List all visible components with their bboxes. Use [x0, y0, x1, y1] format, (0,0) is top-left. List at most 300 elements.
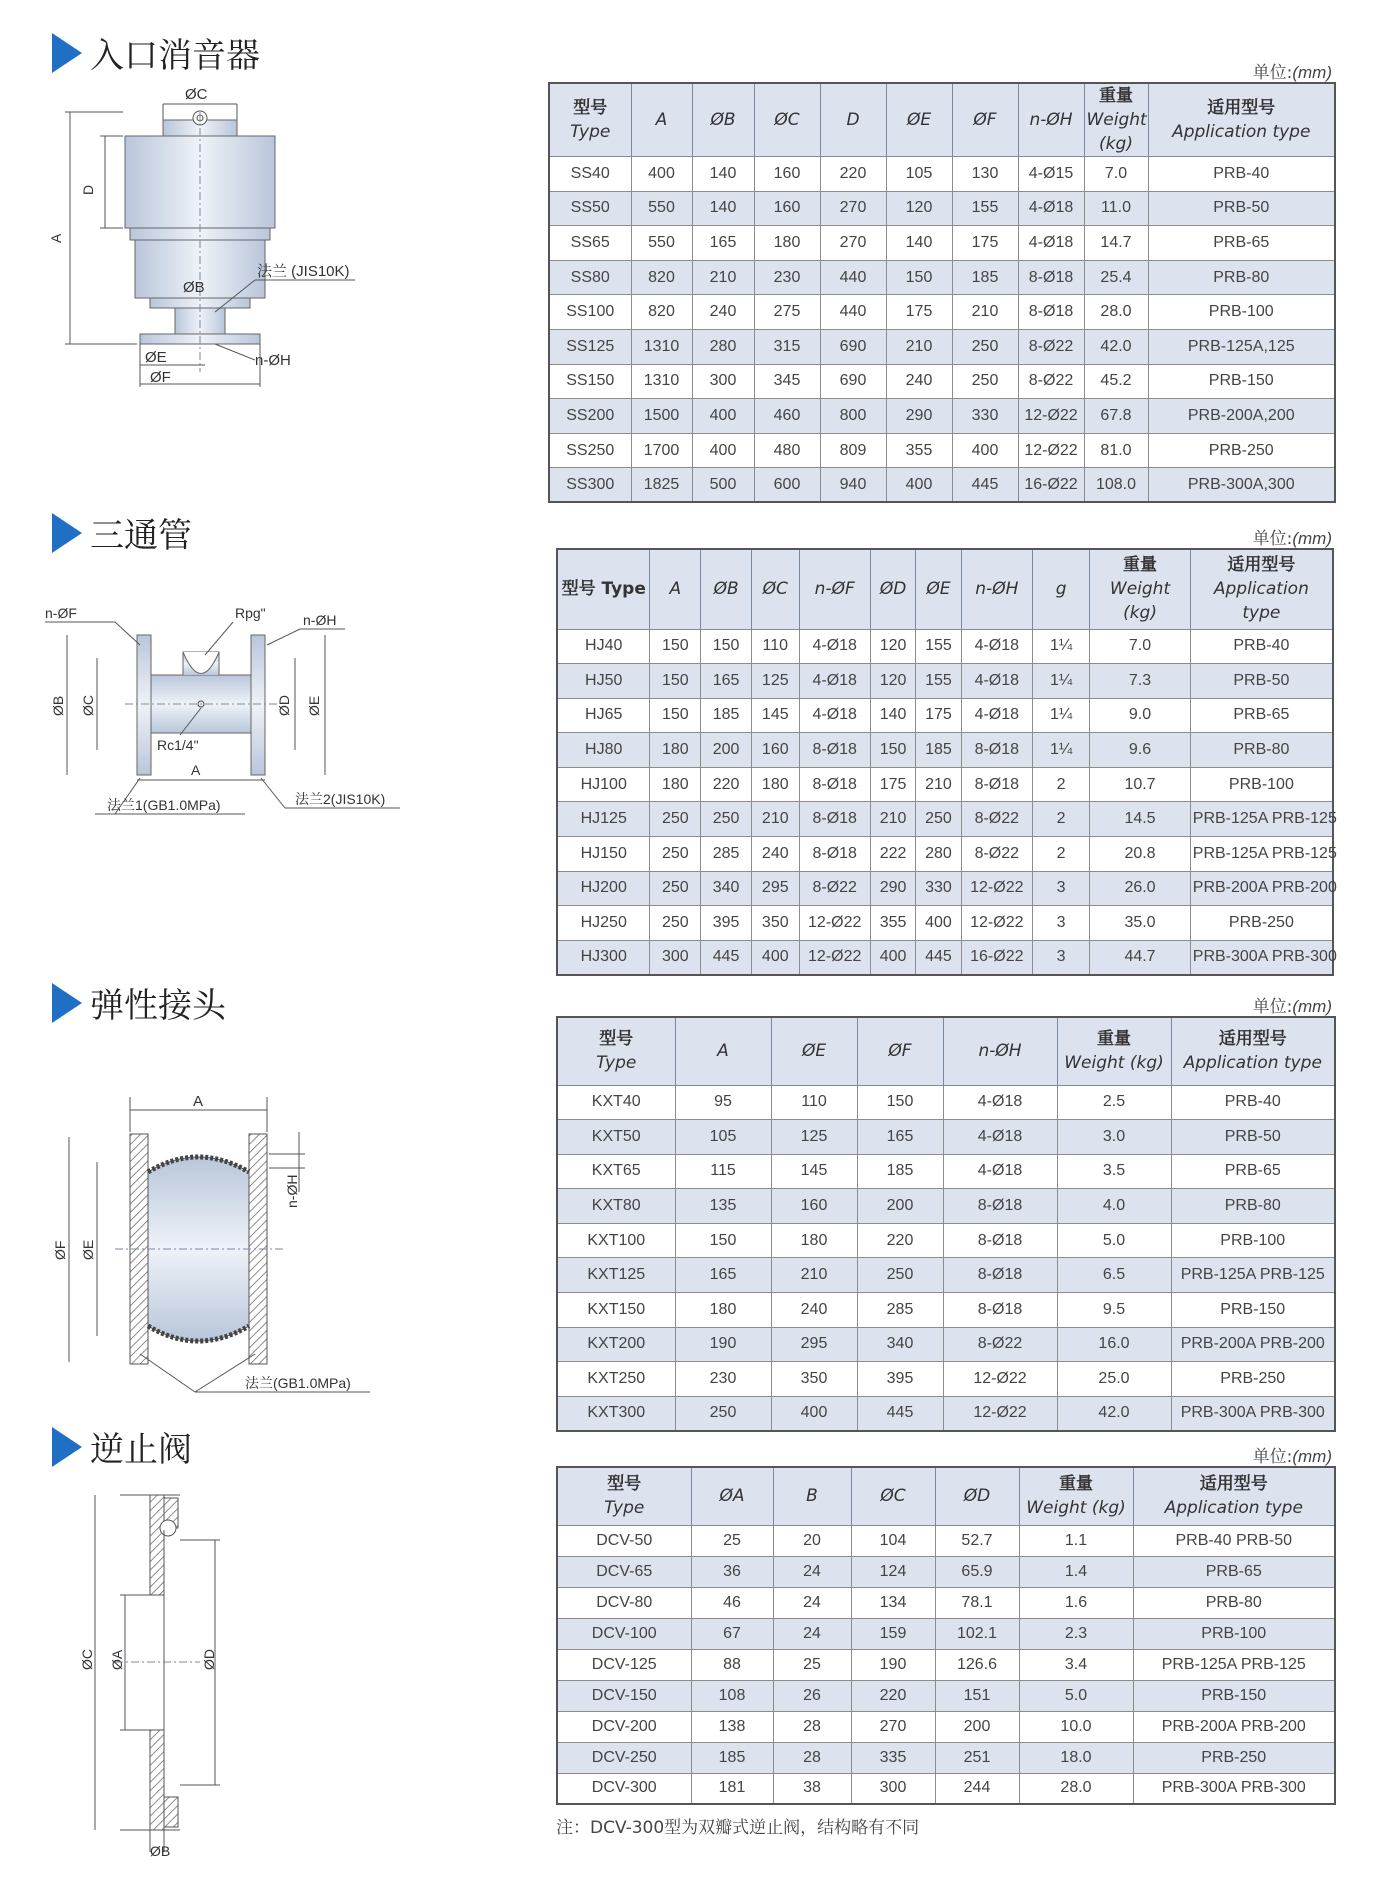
model-cell: SS250 — [549, 433, 631, 468]
table-cell: PRB-150 — [1133, 1680, 1335, 1711]
table-cell: 140 — [886, 226, 952, 261]
table-cell: 8-Ø22 — [961, 837, 1032, 872]
header-line: (kg) — [1099, 134, 1133, 154]
model-cell: DCV-250 — [557, 1742, 691, 1773]
table-row — [557, 1085, 1335, 1120]
header-line: 重量 — [1099, 86, 1133, 106]
header-line: B — [806, 1486, 818, 1507]
table-cell: 88 — [691, 1649, 773, 1680]
table-cell: PRB-80 — [1133, 1587, 1335, 1618]
table-cell: 440 — [820, 295, 886, 330]
table-cell: 12-Ø22 — [961, 871, 1032, 906]
header-line: ØC — [880, 1486, 906, 1507]
header-line: n-ØF — [814, 579, 855, 600]
header-line: n-ØH — [978, 1041, 1022, 1062]
table-cell: 12-Ø22 — [799, 940, 870, 975]
table-cell: 165 — [701, 664, 752, 699]
table-row — [557, 837, 1333, 872]
section-title-text: 三通管 — [90, 516, 192, 556]
table-cell: 134 — [851, 1587, 935, 1618]
column-header — [935, 1467, 1019, 1525]
table-cell: 480 — [754, 433, 820, 468]
table-cell: PRB-50 — [1171, 1120, 1335, 1155]
table-cell: 290 — [886, 399, 952, 434]
table-cell: 400 — [916, 906, 961, 941]
table-cell: 185 — [701, 698, 752, 733]
table-row — [549, 399, 1335, 434]
table-cell: 1.4 — [1019, 1556, 1133, 1587]
table-cell: PRB-125A PRB-125 — [1190, 802, 1333, 837]
table-cell: 2 — [1032, 767, 1089, 802]
table-cell: 220 — [851, 1680, 935, 1711]
dim-c-label: ØC — [80, 695, 96, 716]
dim-e-label: ØE — [306, 695, 322, 716]
table-cell: 8-Ø22 — [1018, 364, 1084, 399]
header-line: ØB — [710, 110, 736, 130]
table-cell: 3 — [1032, 871, 1089, 906]
table-cell: 315 — [754, 329, 820, 364]
column-header — [557, 549, 650, 629]
table-cell: 1¼ — [1032, 664, 1089, 699]
table-cell: 140 — [870, 698, 915, 733]
table-cell: 4-Ø18 — [943, 1154, 1057, 1189]
table-cell: 38 — [773, 1773, 851, 1804]
header-line: 型号 — [607, 1474, 642, 1495]
table-cell: 150 — [650, 664, 701, 699]
column-header — [1190, 549, 1333, 629]
table-cell: 124 — [851, 1556, 935, 1587]
column-header — [771, 1017, 857, 1085]
column-header — [1019, 1467, 1133, 1525]
table-cell: 138 — [691, 1711, 773, 1742]
table-cell: 28.0 — [1019, 1773, 1133, 1804]
table-cell: 8-Ø18 — [943, 1189, 1057, 1224]
dim-d-label: D — [80, 184, 96, 195]
header-line: D — [846, 110, 860, 130]
table-cell: PRB-125A PRB-125 — [1171, 1258, 1335, 1293]
header-line: 重量 — [1097, 1029, 1131, 1050]
table-cell: 8-Ø18 — [943, 1293, 1057, 1328]
header-line: n-ØH — [1029, 110, 1073, 130]
table-cell: PRB-150 — [1171, 1293, 1335, 1328]
table-cell: 180 — [650, 733, 701, 768]
dim-a-label: ØA — [109, 1649, 125, 1670]
table-cell: PRB-100 — [1133, 1618, 1335, 1649]
model-cell: DCV-65 — [557, 1556, 691, 1587]
table-cell: 24 — [773, 1618, 851, 1649]
table-cell: 78.1 — [935, 1587, 1019, 1618]
column-header — [961, 549, 1032, 629]
table-cell: 210 — [752, 802, 800, 837]
table-cell: 24 — [773, 1587, 851, 1618]
header-line: Type — [604, 1498, 645, 1519]
table-cell: 2 — [1032, 802, 1089, 837]
table-cell: 108.0 — [1084, 468, 1148, 503]
table-cell: 240 — [886, 364, 952, 399]
table-row — [557, 1223, 1335, 1258]
column-header — [773, 1467, 851, 1525]
table-row — [549, 329, 1335, 364]
table-cell: 36 — [691, 1556, 773, 1587]
model-cell: KXT250 — [557, 1362, 675, 1397]
dim-b-label: ØB — [183, 279, 205, 296]
table-cell: 8-Ø18 — [799, 767, 870, 802]
table-row — [557, 1742, 1335, 1773]
model-cell: DCV-150 — [557, 1680, 691, 1711]
table-cell: 200 — [701, 733, 752, 768]
model-cell: SS65 — [549, 226, 631, 261]
dim-a-label: A — [193, 1093, 204, 1110]
table-cell: 285 — [701, 837, 752, 872]
table-cell: 10.0 — [1019, 1711, 1133, 1742]
table-cell: PRB-125A PRB-125 — [1190, 837, 1333, 872]
table-cell: 4-Ø18 — [1018, 191, 1084, 226]
dim-f-label: ØF — [150, 369, 171, 386]
table-cell: 180 — [650, 767, 701, 802]
table-cell: 4-Ø18 — [943, 1120, 1057, 1155]
table-row — [557, 940, 1333, 975]
table-cell: 110 — [771, 1085, 857, 1120]
table-cell: 18.0 — [1019, 1742, 1133, 1773]
table-cell: 1.6 — [1019, 1587, 1133, 1618]
table-cell: 14.7 — [1084, 226, 1148, 261]
table-cell: 550 — [631, 226, 692, 261]
model-cell: SS300 — [549, 468, 631, 503]
table-cell: 330 — [952, 399, 1018, 434]
dim-h-label: n-ØH — [284, 1174, 300, 1208]
table-cell: 81.0 — [1084, 433, 1148, 468]
table-cell: 160 — [771, 1189, 857, 1224]
table-cell: 120 — [886, 191, 952, 226]
header-line: ØA — [719, 1486, 745, 1507]
table-cell: 445 — [857, 1396, 943, 1431]
table-cell: 400 — [752, 940, 800, 975]
table-row — [549, 157, 1335, 192]
table-cell: 16-Ø22 — [961, 940, 1032, 975]
model-cell: KXT200 — [557, 1327, 675, 1362]
table-cell: 1825 — [631, 468, 692, 503]
header-line: 重量 — [1123, 555, 1158, 576]
header-line: Type — [596, 1053, 637, 1074]
table-cell: PRB-65 — [1133, 1556, 1335, 1587]
table-cell: 7.3 — [1090, 664, 1191, 699]
table-cell: 28 — [773, 1742, 851, 1773]
column-header — [943, 1017, 1057, 1085]
column-header — [857, 1017, 943, 1085]
table-cell: 210 — [886, 329, 952, 364]
table-cell: 3 — [1032, 940, 1089, 975]
table-cell: 400 — [692, 399, 754, 434]
model-cell: SS125 — [549, 329, 631, 364]
table-cell: 350 — [771, 1362, 857, 1397]
table-cell: 445 — [701, 940, 752, 975]
table-cell: 12-Ø22 — [1018, 399, 1084, 434]
model-cell: HJ125 — [557, 802, 650, 837]
table-row — [557, 1154, 1335, 1189]
header-line: ØE — [906, 110, 932, 130]
table-cell: PRB-100 — [1148, 295, 1335, 330]
table-cell: 300 — [692, 364, 754, 399]
table-cell: PRB-80 — [1148, 260, 1335, 295]
table-cell: 165 — [692, 226, 754, 261]
silencer-spec-table — [548, 82, 1336, 503]
table-cell: 165 — [675, 1258, 771, 1293]
table-cell: 295 — [752, 871, 800, 906]
table-row — [549, 468, 1335, 503]
table-cell: 190 — [675, 1327, 771, 1362]
table-cell: 8-Ø18 — [943, 1258, 1057, 1293]
table-cell: PRB-40 — [1190, 629, 1333, 664]
table-cell: 185 — [952, 260, 1018, 295]
table-row — [557, 906, 1333, 941]
table-row — [557, 1258, 1335, 1293]
table-cell: 220 — [701, 767, 752, 802]
table-cell: 67 — [691, 1618, 773, 1649]
table-row — [557, 1649, 1335, 1680]
column-header — [916, 549, 961, 629]
table-cell: 210 — [771, 1258, 857, 1293]
table-cell: 120 — [870, 664, 915, 699]
table-cell: 400 — [952, 433, 1018, 468]
model-cell: SS150 — [549, 364, 631, 399]
column-header — [557, 1017, 675, 1085]
table-cell: 126.6 — [935, 1649, 1019, 1680]
section-title-silencer — [52, 28, 260, 77]
table-cell: 12-Ø22 — [961, 906, 1032, 941]
header-line: ØD — [879, 579, 907, 600]
table-cell: 460 — [754, 399, 820, 434]
table-cell: 140 — [692, 191, 754, 226]
table-cell: 160 — [752, 733, 800, 768]
unit-label: 单位:(mm) — [1252, 1447, 1332, 1467]
table-cell: 1¼ — [1032, 629, 1089, 664]
table-cell: 4-Ø18 — [1018, 226, 1084, 261]
table-cell: 940 — [820, 468, 886, 503]
table-cell: 110 — [752, 629, 800, 664]
table-cell: PRB-250 — [1133, 1742, 1335, 1773]
table-cell: 104 — [851, 1525, 935, 1556]
table-row — [557, 1525, 1335, 1556]
column-header — [701, 549, 752, 629]
table-cell: 250 — [650, 802, 701, 837]
table-row — [557, 802, 1333, 837]
table-cell: 4-Ø18 — [799, 698, 870, 733]
table-cell: PRB-100 — [1171, 1223, 1335, 1258]
column-header — [1057, 1017, 1171, 1085]
table-cell: PRB-150 — [1148, 364, 1335, 399]
table-cell: 28 — [773, 1711, 851, 1742]
model-cell: KXT40 — [557, 1085, 675, 1120]
table-cell: 67.8 — [1084, 399, 1148, 434]
table-cell: 102.1 — [935, 1618, 1019, 1649]
model-cell: SS100 — [549, 295, 631, 330]
header-line: Application type — [1213, 579, 1309, 624]
model-cell: KXT125 — [557, 1258, 675, 1293]
table-row — [557, 1120, 1335, 1155]
joint-spec-table — [556, 1016, 1336, 1432]
table-cell: 185 — [691, 1742, 773, 1773]
triangle-marker-icon — [52, 33, 82, 73]
table-cell: PRB-200A PRB-200 — [1190, 871, 1333, 906]
table-cell: 16.0 — [1057, 1327, 1171, 1362]
table-cell: 181 — [691, 1773, 773, 1804]
unit-label: 单位:(mm) — [1252, 529, 1332, 549]
model-cell: KXT65 — [557, 1154, 675, 1189]
table-cell: PRB-200A PRB-200 — [1133, 1711, 1335, 1742]
table-cell: 340 — [701, 871, 752, 906]
column-header — [752, 549, 800, 629]
header-line: Application type — [1164, 1498, 1303, 1519]
table-cell: 244 — [935, 1773, 1019, 1804]
table-cell: PRB-65 — [1171, 1154, 1335, 1189]
table-cell: 1700 — [631, 433, 692, 468]
section-title-text: 入口消音器 — [90, 36, 260, 76]
table-cell: 5.0 — [1057, 1223, 1171, 1258]
header-line: Weight (kg) — [1026, 1498, 1126, 1519]
table-cell: 250 — [650, 906, 701, 941]
table-row — [557, 1327, 1335, 1362]
table-cell: 500 — [692, 468, 754, 503]
table-cell: 185 — [916, 733, 961, 768]
dim-c-label: ØC — [79, 1649, 95, 1670]
table-cell: 250 — [650, 871, 701, 906]
table-cell: 108 — [691, 1680, 773, 1711]
table-cell: 600 — [754, 468, 820, 503]
column-header — [886, 83, 952, 157]
column-header — [754, 83, 820, 157]
table-cell: 250 — [916, 802, 961, 837]
table-cell: 180 — [754, 226, 820, 261]
table-cell: 125 — [771, 1120, 857, 1155]
header-line: A — [655, 110, 668, 130]
table-cell: 230 — [675, 1362, 771, 1397]
table-cell: 355 — [886, 433, 952, 468]
table-cell: PRB-300A PRB-300 — [1133, 1773, 1335, 1804]
model-cell: KXT50 — [557, 1120, 675, 1155]
table-cell: 180 — [771, 1223, 857, 1258]
header-line: A — [717, 1041, 729, 1062]
header-line: Application type — [1183, 1053, 1322, 1074]
table-cell: 4-Ø15 — [1018, 157, 1084, 192]
dim-b-label: ØB — [150, 1843, 171, 1859]
table-cell: 210 — [692, 260, 754, 295]
table-cell: PRB-300A,300 — [1148, 468, 1335, 503]
table-cell: 25 — [691, 1525, 773, 1556]
column-header — [650, 549, 701, 629]
model-cell: DCV-100 — [557, 1618, 691, 1649]
table-row — [557, 1711, 1335, 1742]
table-cell: PRB-80 — [1190, 733, 1333, 768]
table-cell: PRB-250 — [1190, 906, 1333, 941]
header-line: ØF — [888, 1041, 912, 1062]
table-cell: 3 — [1032, 906, 1089, 941]
table-cell: 35.0 — [1090, 906, 1191, 941]
table-cell: 125 — [752, 664, 800, 699]
table-cell: 46 — [691, 1587, 773, 1618]
table-cell: 3.0 — [1057, 1120, 1171, 1155]
table-cell: 340 — [857, 1327, 943, 1362]
dim-e-label: ØE — [145, 349, 167, 366]
table-cell: 4-Ø18 — [799, 664, 870, 699]
table-cell: 115 — [675, 1154, 771, 1189]
table-cell: 20.8 — [1090, 837, 1191, 872]
table-cell: 12-Ø22 — [943, 1396, 1057, 1431]
table-cell: 330 — [916, 871, 961, 906]
table-cell: 155 — [916, 629, 961, 664]
column-header — [799, 549, 870, 629]
table-row — [557, 664, 1333, 699]
table-cell: 335 — [851, 1742, 935, 1773]
table-cell: 135 — [675, 1189, 771, 1224]
table-cell: PRB-125A,125 — [1148, 329, 1335, 364]
table-cell: 8-Ø18 — [1018, 260, 1084, 295]
table-cell: 180 — [752, 767, 800, 802]
table-cell: 8-Ø22 — [943, 1327, 1057, 1362]
table-cell: 14.5 — [1090, 802, 1191, 837]
table-cell: 345 — [754, 364, 820, 399]
table-cell: 820 — [631, 295, 692, 330]
tee-diagram — [45, 600, 425, 850]
table-cell: 800 — [820, 399, 886, 434]
table-cell: 160 — [754, 191, 820, 226]
column-header — [870, 549, 915, 629]
table-cell: 809 — [820, 433, 886, 468]
table-row — [557, 871, 1333, 906]
table-cell: 175 — [870, 767, 915, 802]
model-cell: KXT300 — [557, 1396, 675, 1431]
model-cell: DCV-300 — [557, 1773, 691, 1804]
table-cell: 445 — [952, 468, 1018, 503]
triangle-marker-icon — [52, 513, 82, 553]
table-cell: 12-Ø22 — [799, 906, 870, 941]
table-row — [549, 433, 1335, 468]
column-header — [1032, 549, 1089, 629]
column-header — [631, 83, 692, 157]
table-cell: 8-Ø22 — [1018, 329, 1084, 364]
table-cell: 175 — [916, 698, 961, 733]
table-cell: 2.5 — [1057, 1085, 1171, 1120]
table-cell: 240 — [771, 1293, 857, 1328]
table-cell: 24 — [773, 1556, 851, 1587]
rc-label: Rc1/4" — [157, 737, 199, 753]
header-line: ØD — [963, 1486, 991, 1507]
model-cell: DCV-200 — [557, 1711, 691, 1742]
column-header — [1018, 83, 1084, 157]
model-cell: HJ40 — [557, 629, 650, 664]
header-line: ØB — [713, 579, 739, 600]
table-cell: 150 — [870, 733, 915, 768]
tee-spec-table — [556, 548, 1337, 976]
rpg-label: Rpg" — [235, 605, 266, 621]
table-cell: 4-Ø18 — [961, 664, 1032, 699]
table-cell: 230 — [754, 260, 820, 295]
header-line: Application type — [1172, 122, 1311, 142]
header-line: 型号 — [599, 1029, 634, 1050]
triangle-marker-icon — [52, 983, 82, 1023]
table-cell: 8-Ø18 — [961, 733, 1032, 768]
table-cell: 42.0 — [1057, 1396, 1171, 1431]
table-cell: 185 — [857, 1154, 943, 1189]
table-cell: 251 — [935, 1742, 1019, 1773]
model-cell: DCV-80 — [557, 1587, 691, 1618]
header-line: ØC — [762, 579, 788, 600]
table-cell: 150 — [675, 1223, 771, 1258]
table-cell: 8-Ø18 — [799, 733, 870, 768]
table-cell: PRB-50 — [1190, 664, 1333, 699]
check-valve-diagram — [60, 1490, 240, 1860]
dim-h-label: n-ØH — [255, 352, 291, 369]
table-cell: 150 — [650, 629, 701, 664]
